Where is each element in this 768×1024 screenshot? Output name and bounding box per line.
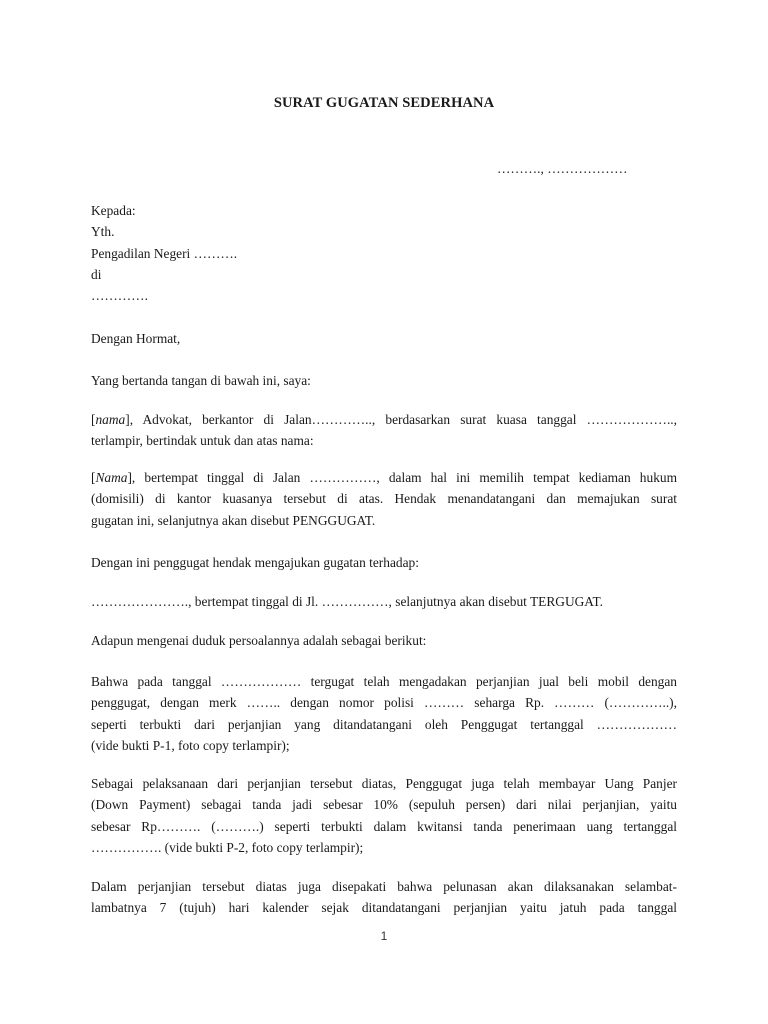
paragraph-line: seperti terbukti dari perjanjian yang ditandatangani oleh Penggugat tertanggal ……………… [91, 716, 677, 732]
intro-line: Yang bertanda tangan di bawah ini, saya: [91, 373, 311, 388]
address-di: di [91, 267, 102, 282]
paragraph-line: ……………. (vide bukti P-2, foto copy terlampir); [91, 839, 364, 855]
salutation: Dengan Hormat, [91, 331, 181, 346]
paragraph-line: (Down Payment) sebagai tanda jadi sebesar 10% (sepuluh persen) dari nilai perjanjian, yaitu [91, 797, 677, 813]
name-placeholder: Nama [95, 470, 128, 485]
paragraph-line: terlampir, bertindak untuk dan atas nama: [91, 433, 314, 449]
document-title: SURAT GUGATAN SEDERHANA [273, 95, 495, 111]
paragraph-advocate [91, 409, 677, 452]
address-yth: Yth. [91, 224, 115, 239]
name-placeholder: nama [95, 412, 126, 427]
address-court: Pengadilan Negeri ………. [91, 246, 238, 261]
paragraph-line: Sebagai pelaksanaan dari perjanjian tersebut diatas, Penggugat juga telah membayar Uang Panjer [91, 776, 677, 791]
case-intro: Adapun mengenai duduk persoalannya adalah sebagai berikut: [91, 633, 427, 648]
defendant-line: …………………., bertempat tinggal di Jl. ……………, selanjutnya akan disebut TERGUGAT. [91, 594, 604, 609]
paragraph-plaintiff [91, 467, 677, 531]
paragraph-line: (domisili) di kantor kuasanya tersebut di atas. Hendak menandatangani dan memajukan surat [91, 491, 677, 507]
address-place: …………. [91, 288, 148, 303]
paragraph-line: (vide bukti P-1, foto copy terlampir); [91, 737, 290, 753]
paragraph-line: sebesar Rp………. (……….) seperti terbukti dalam kwitansi tanda penerimaan uang tertanggal [91, 818, 677, 834]
paragraph-line: penggugat, dengan merk …….. dengan nomor polisi ……… seharga Rp. ……… (…………..), [91, 695, 677, 711]
paragraph-settlement [91, 876, 677, 919]
address-kepada: Kepada: [91, 203, 136, 218]
page-number: 1 [380, 929, 388, 943]
paragraph-line: [nama], Advokat, berkantor di Jalan………….., berdasarkan surat kuasa tanggal ……………….., [91, 412, 677, 427]
against-intro: Dengan ini penggugat hendak mengajukan gugatan terhadap: [91, 555, 419, 570]
paragraph-line: lambatnya 7 (tujuh) hari kalender sejak ditandatangani perjanjian yaitu jatuh pada tanggal [91, 900, 677, 916]
paragraph-line: [Nama], bertempat tinggal di Jalan ……………, dalam hal ini memilih tempat kediaman hukum [91, 470, 677, 485]
paragraph-line: Bahwa pada tanggal ……………… tergugat telah mengadakan perjanjian jual beli mobil dengan [91, 674, 677, 689]
paragraph-sale-agreement [91, 671, 677, 756]
date-place-line: ………., ……………… [497, 161, 628, 176]
paragraph-down-payment [91, 773, 677, 858]
line-text: ], bertempat tinggal di Jalan ……………, dalam hal ini memilih tempat kediaman hukum [127, 470, 677, 485]
paragraph-line: Dalam perjanjian tersebut diatas juga disepakati bahwa pelunasan akan dilaksanakan selambat- [91, 879, 677, 894]
line-text: ], Advokat, berkantor di Jalan………….., berdasarkan surat kuasa tanggal ……………….., [125, 412, 677, 427]
paragraph-line: gugatan ini, selanjutnya akan disebut PENGGUGAT. [91, 512, 376, 528]
